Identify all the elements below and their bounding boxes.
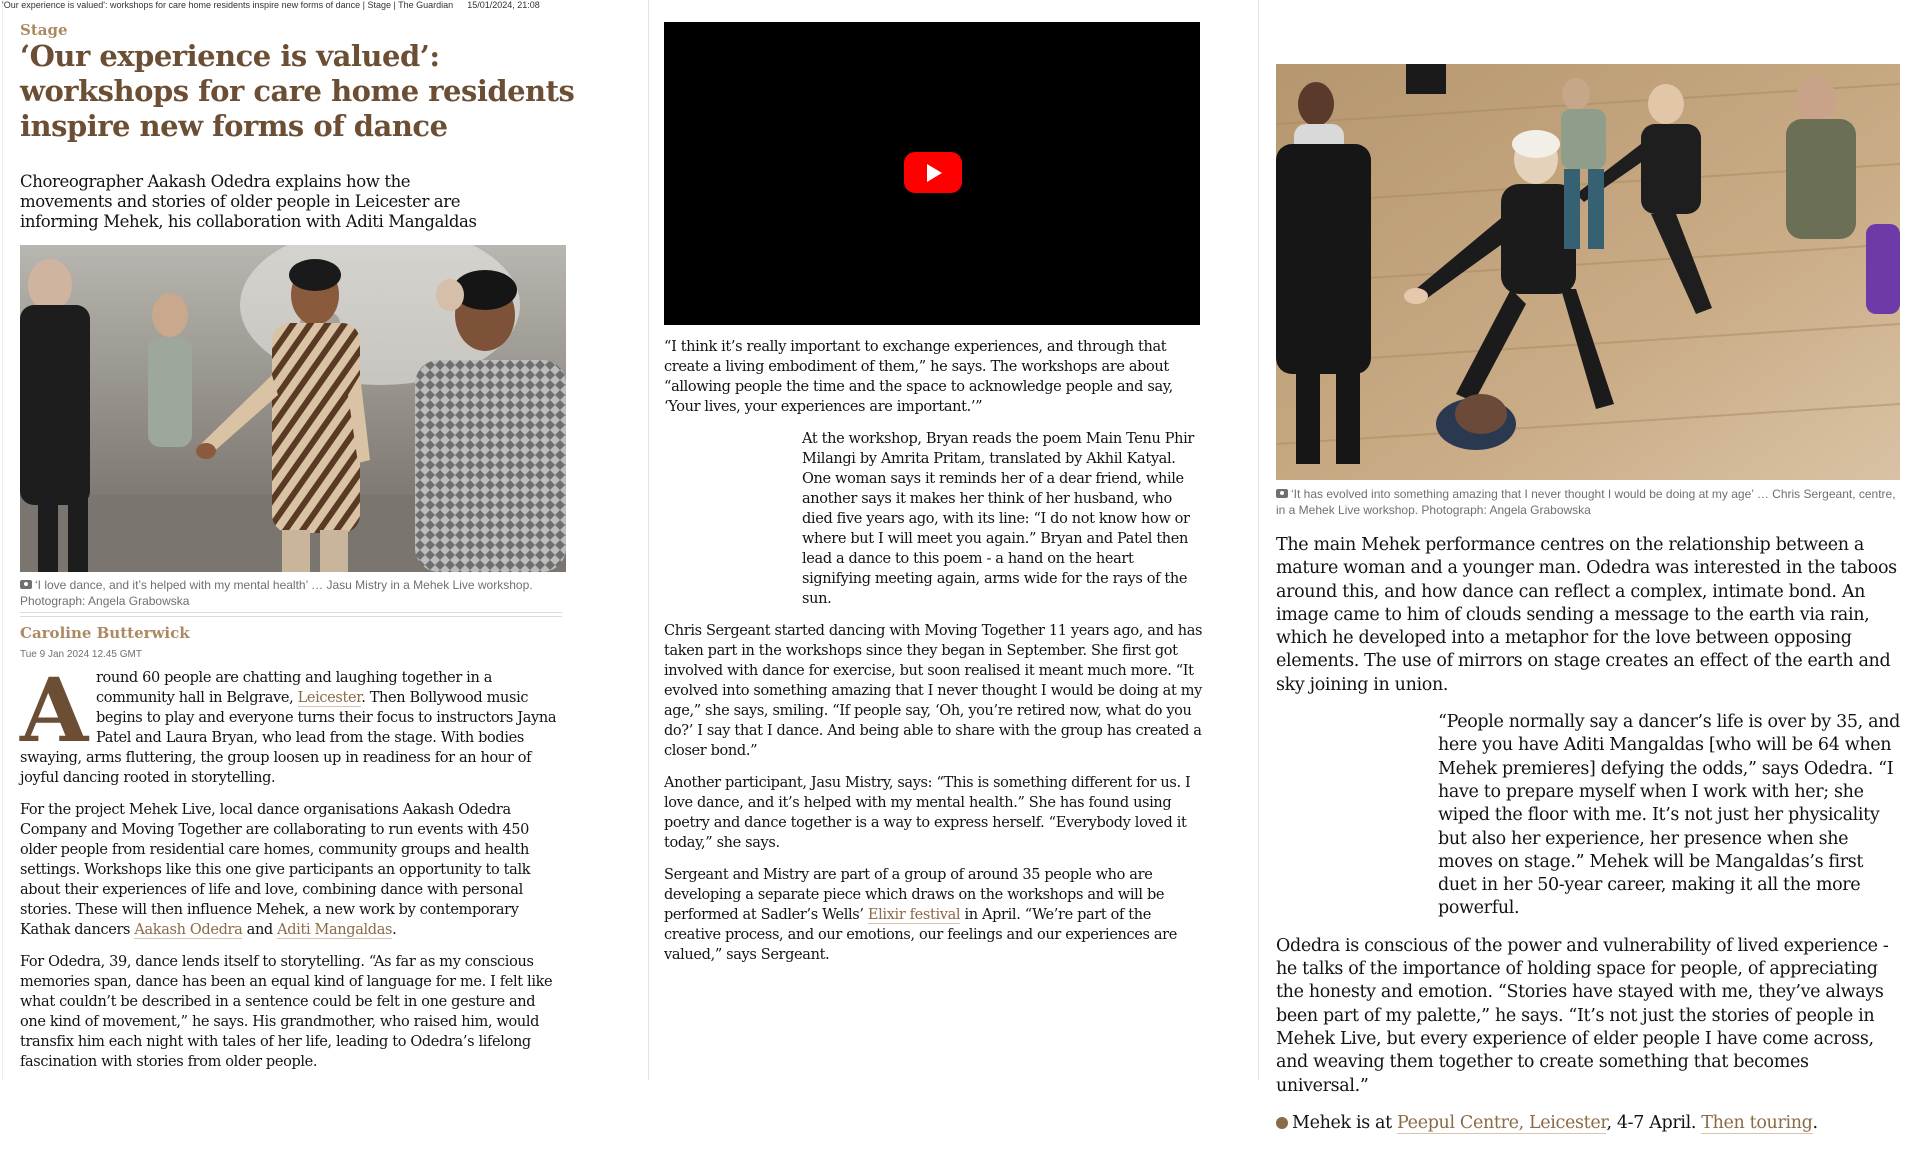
section-kicker[interactable]: Stage bbox=[20, 21, 68, 39]
page-edge-left bbox=[2, 0, 3, 1080]
paragraph-11: Odedra is conscious of the power and vulnerability of lived experience - he talks of the importance of holding space for people, of appreciating the honesty and emotion. “Stories have stayed with me, they’ve always been part of my palette,” he says. “It’s not just the stories of people in Mehek Live, but every experience of elder people I have come across, and weaving them together to create something that becomes universal.” bbox=[1276, 935, 1889, 1096]
paragraph-1-text-a: round 60 people are chatting and laughing together in a community hall in Belgrave, bbox=[95, 670, 492, 706]
main-photo-caption bbox=[20, 577, 565, 609]
paragraph-9: The main Mehek performance centres on the relationship between a mature woman and a younger man. Odedra was interested in the taboos around this, and how dance can reflect a complex, intimate bond. An image came to him of clouds sending a message to the earth via rain, which he developed into a metaphor for the love between opposing elements. The use of mirrors on stage creates an effect of the earth and sky joining in union. bbox=[1276, 535, 1897, 695]
video-embed[interactable] bbox=[664, 22, 1200, 325]
second-photo bbox=[1276, 64, 1900, 480]
publish-date: Tue 9 Jan 2024 12.45 GMT bbox=[20, 649, 142, 660]
paragraph-1-text-b: . Then Bollywood music begins to play and everyone turns their focus to instructors Jayna Patel and Laura Bryan, who lead from the stage. With bodies swaying, arms fluttering, the group loosen up in readiness for an hour of joyful dancing rooted in storytelling. bbox=[20, 690, 557, 786]
link-peepul-centre[interactable]: Peepul Centre, Leicester bbox=[1397, 1112, 1607, 1133]
column-divider-2 bbox=[1258, 0, 1259, 1080]
article-headline: ‘Our experience is valued’: workshops for care home residents inspire new forms of dance bbox=[20, 39, 575, 143]
main-photo bbox=[20, 245, 566, 572]
camera-icon bbox=[1276, 489, 1288, 498]
link-leicester[interactable]: Leicester bbox=[297, 690, 362, 706]
play-button-icon[interactable] bbox=[904, 152, 962, 193]
main-photo-image bbox=[20, 245, 566, 572]
paragraph-10: “People normally say a dancer’s life is over by 35, and here you have Aditi Mangaldas [who will be 64 when Mehek premieres] defying the odds,” says Odedra. “I have to prepare myself when I work with her; she wiped the floor with me. It’s not just her physicality but also her experience, her presence when she moves on stage.” Mehek will be Mangaldas’s first duet in her 50-year career, making it all the more powerful. bbox=[1438, 712, 1900, 919]
paragraph-8-text-b: in April. “We’re part of the creative process, and our emotions, our feelings and our experiences are valued,” says Sergeant. bbox=[664, 907, 1177, 963]
link-aakash-odedra[interactable]: Aakash Odedra bbox=[134, 922, 243, 938]
print-header bbox=[2, 0, 540, 10]
footer-note-text-c: . bbox=[1812, 1112, 1818, 1133]
byline-rule-bottom bbox=[20, 616, 562, 617]
paragraph-7: Another participant, Jasu Mistry, says: “This is something different for us. I love dance, and it’s helped with my mental health.” She has found using poetry and dance together is a way to express herself. “Everybody loved it today,” she says. bbox=[664, 775, 1191, 851]
article-body-col2 bbox=[664, 337, 1204, 977]
paragraph-3: For Odedra, 39, dance lends itself to storytelling. “As far as my conscious memories span, dance has been an equal kind of language for me. I felt like what couldn’t be described in a sentence could be felt in one gesture and one kind of movement,” he says. His grandmother, who raised him, would transfix him each night with tales of her life, leading to Odedra’s lifelong fascination with stories from older people. bbox=[20, 954, 553, 1070]
paragraph-6: Chris Sergeant started dancing with Moving Together 11 years ago, and has taken part in the workshops since they began in September. She first got involved with dance for exercise, but soon realised it meant much more. “It evolved into something amazing that I never thought I would be doing at my age,” she says, smiling. “If people say, ‘Oh, you’re retired now, what do you do?’ I say that I dance. And being able to share with the group has created a closer bond.” bbox=[664, 623, 1203, 759]
paragraph-5: At the workshop, Bryan reads the poem Main Tenu Phir Milangi by Amrita Pritam, translated by Akhil Katyal. One woman says it reminds her of a dear friend, while another says it makes her think of her husband, who died five years ago, with its line: “I do not know how or where but I will meet you again.” Bryan and Patel then lead a dance to this poem - a hand on the heart signifying meeting again, arms wide for the rays of the sun. bbox=[802, 431, 1194, 607]
article-standfirst: Choreographer Aakash Odedra explains how the movements and stories of older people in Leicester are informing Mehek, his collaboration with Aditi Mangaldas bbox=[20, 172, 477, 231]
paragraph-2-text-c: . bbox=[392, 922, 397, 938]
column-divider-1 bbox=[648, 0, 649, 1080]
footer-note bbox=[1276, 1112, 1901, 1135]
article-body-col1 bbox=[20, 658, 565, 1084]
author-byline[interactable]: Caroline Butterwick bbox=[20, 624, 190, 642]
bullet-icon bbox=[1276, 1117, 1288, 1129]
paragraph-1 bbox=[20, 658, 565, 788]
second-photo-caption bbox=[1276, 486, 1901, 518]
byline-rule-top bbox=[20, 612, 562, 613]
second-photo-image bbox=[1276, 64, 1900, 480]
paragraph-2 bbox=[20, 800, 565, 940]
paragraph-8 bbox=[664, 865, 1204, 965]
print-header-title: 'Our experience is valued': workshops for care home residents inspire new forms of dance | Stage | The Guardian bbox=[2, 0, 454, 10]
camera-icon bbox=[20, 580, 32, 589]
footer-note-text-b: , 4-7 April. bbox=[1606, 1112, 1702, 1133]
drop-cap: A bbox=[20, 658, 88, 762]
second-photo-caption-text: ‘It has evolved into something amazing that I never thought I would be doing at my age’ … Chris Sergeant, centre, in a Mehek Live workshop. Photograph: Angela Grabowska bbox=[1276, 487, 1896, 517]
paragraph-4: “I think it’s really important to exchange experiences, and through that create a living embodiment of them,” he says. The workshops are about “allowing people the time and the space to acknowledge people and say, ‘Your lives, your experiences are important.’” bbox=[664, 339, 1173, 415]
paragraph-2-text-a: For the project Mehek Live, local dance organisations Aakash Odedra Company and Moving Together are collaborating to run events with 450 older people from residential care homes, community groups and health settings. Workshops like this one give participants an opportunity to talk about their experiences of life and love, combining dance with personal stories. These will then influence Mehek, a new work by contemporary Kathak dancers bbox=[20, 802, 531, 938]
link-elixir-festival[interactable]: Elixir festival bbox=[867, 907, 961, 923]
link-then-touring[interactable]: Then touring bbox=[1701, 1112, 1813, 1133]
main-photo-caption-text: ‘I love dance, and it’s helped with my mental health’ … Jasu Mistry in a Mehek Live workshop. Photograph: Angela Grabowska bbox=[20, 578, 533, 608]
print-header-date: 15/01/2024, 21:08 bbox=[467, 0, 540, 10]
article-body-col3 bbox=[1276, 534, 1901, 1149]
link-aditi-mangaldas[interactable]: Aditi Mangaldas bbox=[277, 922, 393, 938]
footer-note-text-a: Mehek is at bbox=[1292, 1112, 1398, 1133]
paragraph-8-text-a: Sergeant and Mistry are part of a group of around 35 people who are developing a separate piece which draws on the workshops and will be performed at Sadler’s Wells’ bbox=[664, 867, 1165, 923]
paragraph-2-text-b: and bbox=[242, 922, 278, 938]
